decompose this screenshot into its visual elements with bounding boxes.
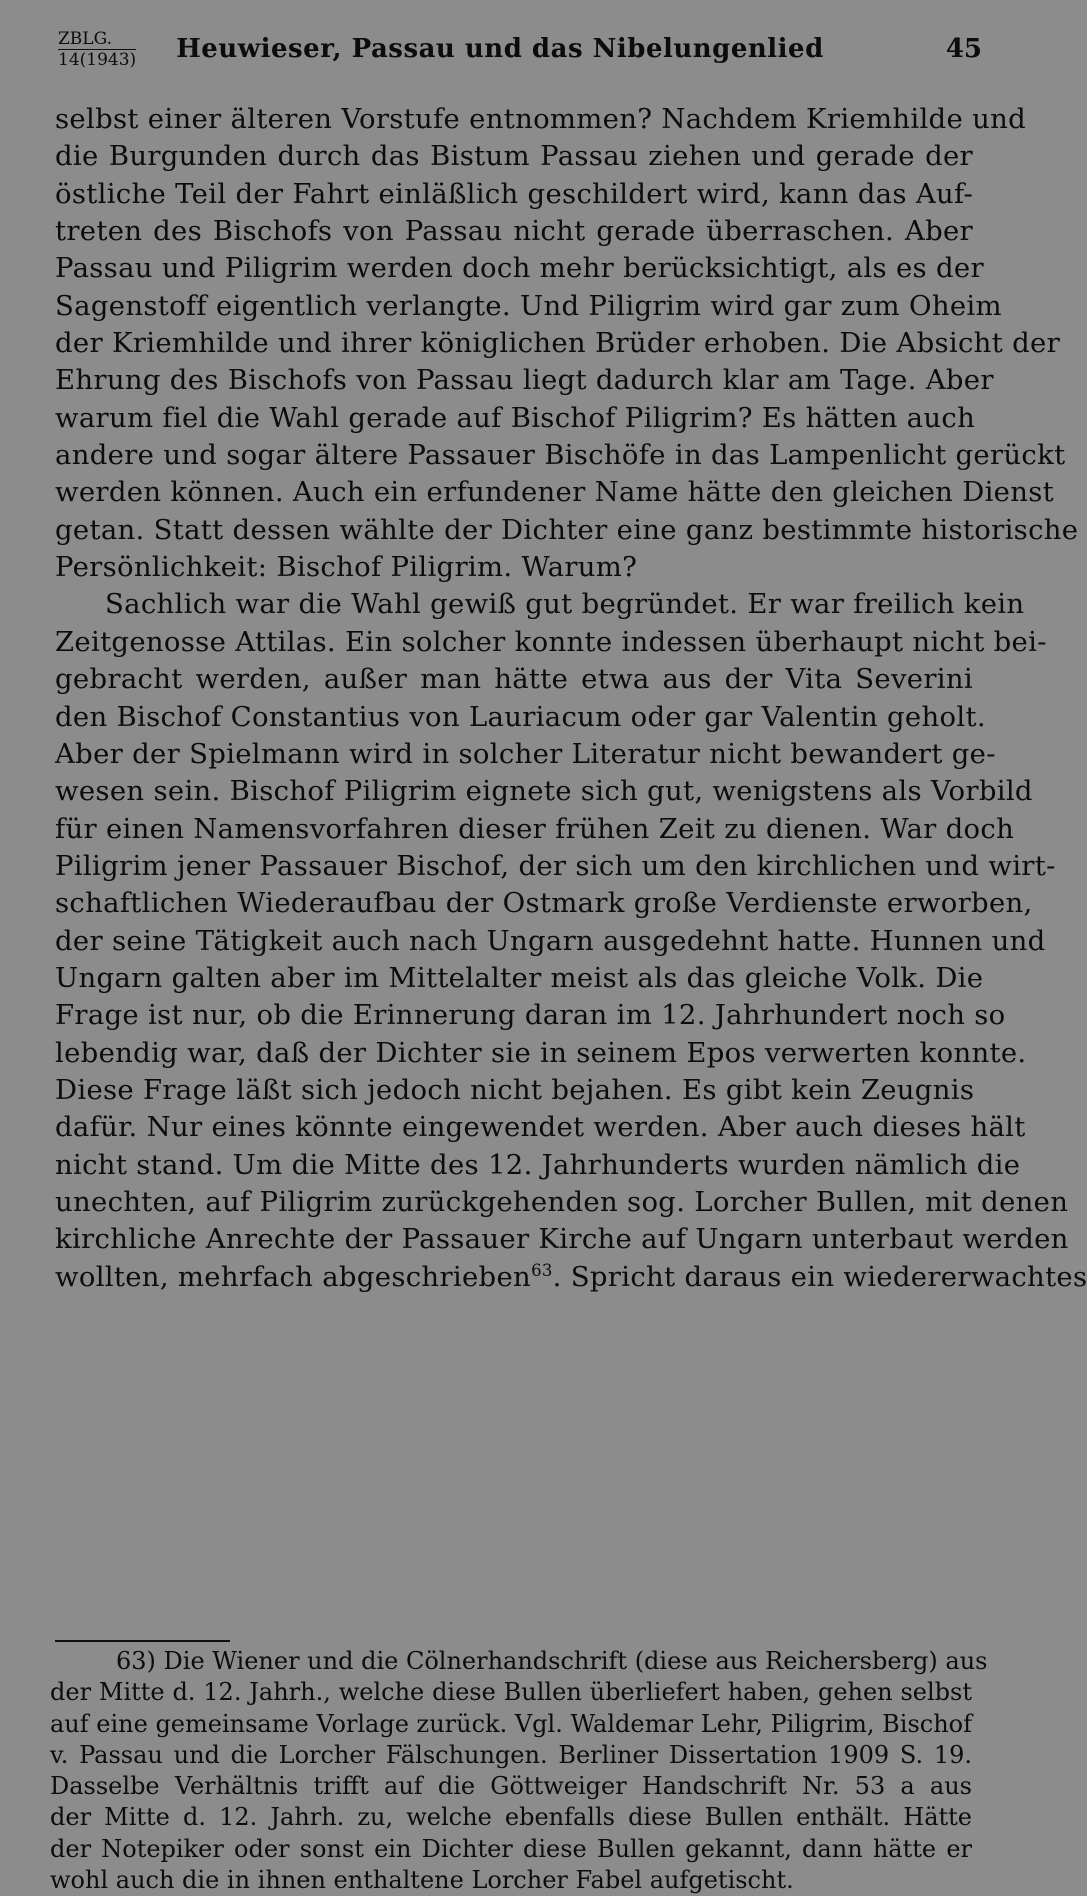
footnote-line: auf eine gemeinsame Vorlage zurück. Vgl. Waldemar Lehr, Piligrim, Bischof — [50, 1709, 973, 1738]
text-line: Ungarn galten aber im Mittelalter meist als das gleiche Volk. Die — [55, 961, 984, 994]
text-line-part: . Spricht daraus ein wiedererwachtes — [552, 1260, 1087, 1293]
text-line: für einen Namensvorfahren dieser frühen Zeit zu dienen. War doch — [55, 812, 1015, 845]
text-line: Ehrung des Bischofs von Passau liegt dadurch klar am Tage. Aber — [55, 364, 994, 397]
text-line: gebracht werden, außer man hätte etwa aus der Vita Severini — [55, 663, 973, 696]
journal-volume: 14(1943) — [58, 50, 137, 70]
footnote-line: der Mitte d. 12. Jahrh., welche diese Bullen überliefert haben, gehen selbst — [50, 1678, 972, 1707]
text-line: der Kriemhilde und ihrer königlichen Brüder erhoben. Die Absicht der — [55, 327, 1061, 360]
text-line: lebendig war, daß der Dichter sie in seinem Epos verwerten konnte. — [55, 1036, 1027, 1069]
text-line-with-footnote-ref — [55, 1259, 1087, 1296]
footnote-line: Dasselbe Verhältnis trifft auf die Göttweiger Handschrift Nr. 53 a aus — [50, 1772, 972, 1801]
page-header — [0, 0, 1000, 90]
text-line: Passau und Piligrim werden doch mehr berücksichtigt, als es der — [55, 252, 984, 285]
footnotes — [50, 1646, 988, 1896]
text-line: andere und sogar ältere Passauer Bischöfe in das Lampenlicht gerückt — [55, 439, 1066, 472]
text-line: treten des Bischofs von Passau nicht gerade überraschen. Aber — [55, 215, 973, 248]
text-line: Persönlichkeit: Bischof Piligrim. Warum? — [55, 551, 638, 584]
text-line: wesen sein. Bischof Piligrim eignete sich gut, wenigstens als Vorbild — [55, 775, 1033, 808]
page-number: 45 — [945, 34, 982, 64]
text-line: unechten, auf Piligrim zurückgehenden sog. Lorcher Bullen, mit denen — [55, 1185, 1069, 1218]
footnote-reference[interactable]: 63 — [531, 1260, 553, 1280]
text-line: Sagenstoff eigentlich verlangte. Und Piligrim wird gar zum Oheim — [55, 289, 1002, 322]
text-line: getan. Statt dessen wählte der Dichter eine ganz bestimmte historische — [55, 513, 1079, 546]
text-line: kirchliche Anrechte der Passauer Kirche auf Ungarn unterbaut werden — [55, 1223, 1069, 1256]
footnote-line: der Mitte d. 12. Jahrh. zu, welche ebenfalls diese Bullen enthält. Hätte — [50, 1803, 972, 1832]
footnote-line: wohl auch die in ihnen enthaltene Lorcher Fabel aufgetischt. — [50, 1866, 794, 1895]
text-line: Piligrim jener Passauer Bischof, der sich um den kirchlichen und wirt- — [55, 849, 1056, 882]
text-line: selbst einer älteren Vorstufe entnommen? Nachdem Kriemhilde und — [55, 103, 1027, 135]
text-line: Frage ist nur, ob die Erinnerung daran im 12. Jahrhundert noch so — [55, 999, 1006, 1032]
footnote-separator — [55, 1640, 230, 1642]
text-line: werden können. Auch ein erfundener Name hätte den gleichen Dienst — [55, 476, 1055, 509]
running-title: Heuwieser, Passau und das Nibelungenlied — [176, 34, 824, 64]
text-line: dafür. Nur eines könnte eingewendet werden. Aber auch dieses hält — [55, 1111, 1026, 1144]
footnote-text: Die Wiener und die Cölnerhandschrift (diese aus Reichersberg) aus — [163, 1647, 988, 1675]
footnote-line: v. Passau und die Lorcher Fälschungen. Berliner Dissertation 1909 S. 19. — [50, 1740, 972, 1769]
text-line: warum fiel die Wahl gerade auf Bischof Piligrim? Es hätten auch — [55, 401, 976, 434]
text-line-part: wollten, mehrfach abgeschrieben — [55, 1260, 532, 1293]
text-line: östliche Teil der Fahrt einläßlich geschildert wird, kann das Auf- — [55, 177, 974, 210]
paragraph-start-line: Sachlich war die Wahl gewiß gut begründet. Er war freilich kein — [105, 588, 1025, 621]
text-line: Aber der Spielmann wird in solcher Literatur nicht bewandert ge- — [55, 737, 996, 770]
footnote-line: der Notepiker oder sonst ein Dichter diese Bullen gekannt, dann hätte er — [50, 1834, 972, 1863]
text-line: die Burgunden durch das Bistum Passau ziehen und gerade der — [55, 140, 973, 173]
text-line: nicht stand. Um die Mitte des 12. Jahrhunderts wurden nämlich die — [55, 1148, 1021, 1181]
text-line: der seine Tätigkeit auch nach Ungarn ausgedehnt hatte. Hunnen und — [55, 924, 1046, 957]
text-line: Zeitgenosse Attilas. Ein solcher konnte indessen überhaupt nicht bei- — [55, 625, 1047, 658]
body-text — [55, 101, 1087, 1296]
journal-abbreviation: ZBLG. — [58, 29, 112, 49]
text-line: schaftlichen Wiederaufbau der Ostmark große Verdienste erworben, — [55, 887, 1033, 920]
text-line: Diese Frage läßt sich jedoch nicht bejahen. Es gibt kein Zeugnis — [55, 1073, 975, 1106]
footnote-marker: 63) — [116, 1647, 156, 1675]
text-line: den Bischof Constantius von Lauriacum oder gar Valentin geholt. — [55, 700, 986, 733]
footnote-line — [50, 1646, 988, 1677]
